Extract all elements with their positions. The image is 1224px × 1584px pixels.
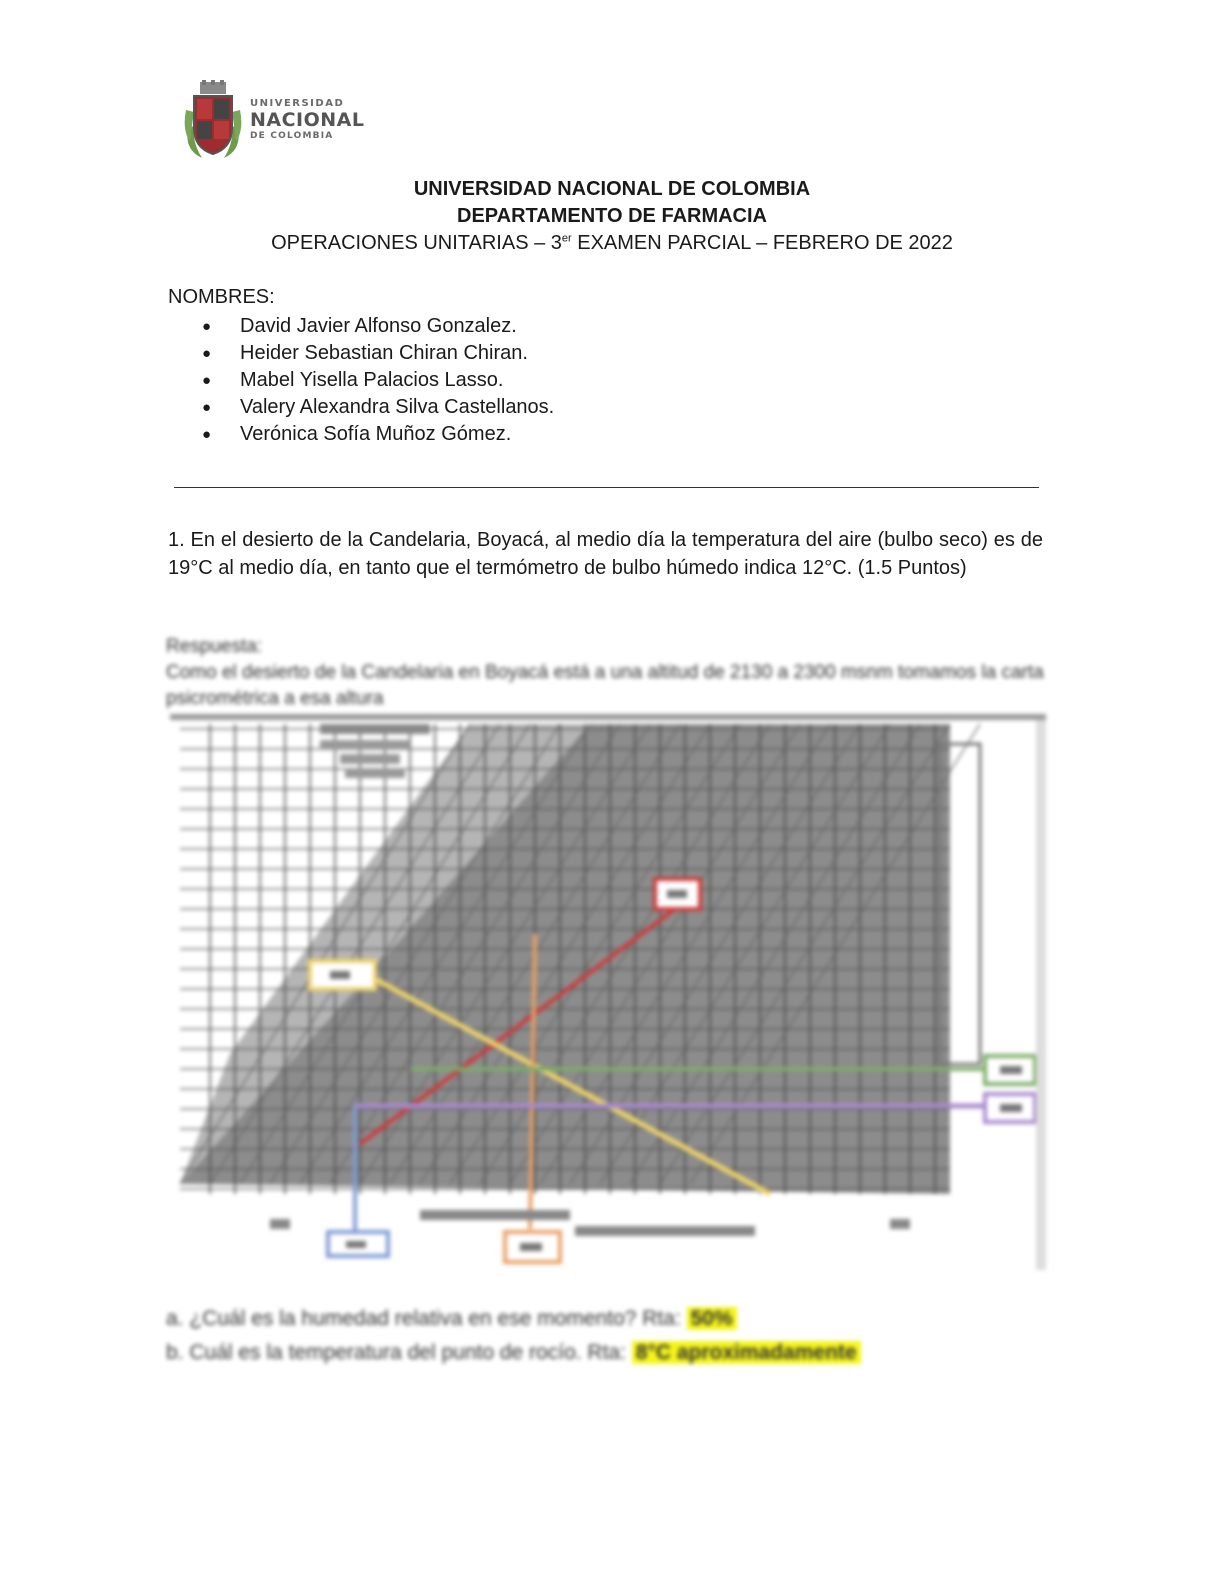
exam-title-sup: er — [561, 232, 572, 245]
response-label: Respuesta: — [166, 636, 263, 657]
psychrometric-chart-svg — [170, 714, 1046, 1270]
response-text: Como el desierto de la Candelaria en Boyacá está a una altitud de 2130 a 2300 msnm tomamos la carta psicrométrica a esa altura — [166, 662, 1044, 709]
answer-a — [166, 1302, 1046, 1336]
list-item: ● Valery Alexandra Silva Castellanos. — [168, 394, 554, 421]
exam-title-pre: OPERACIONES UNITARIAS – 3 — [271, 232, 562, 254]
logo-line-3: DE COLOMBIA — [250, 131, 334, 141]
question-1 — [168, 526, 1043, 600]
logo-text — [250, 98, 364, 141]
answer-b-value: 8°C aproximadamente — [632, 1341, 861, 1364]
answer-a-question: a. ¿Cuál es la humedad relativa en ese momento? Rta: — [166, 1307, 681, 1330]
names-list — [168, 313, 554, 448]
answer-a-value: 50% — [687, 1307, 737, 1330]
department-title: DEPARTAMENTO DE FARMACIA — [457, 205, 767, 227]
psychrometric-chart — [170, 714, 1046, 1270]
exam-title-post: EXAMEN PARCIAL – FEBRERO DE 2022 — [571, 232, 953, 254]
list-item: ● Verónica Sofía Muñoz Gómez. — [168, 421, 554, 448]
list-item: ● Mabel Yisella Palacios Lasso. — [168, 367, 554, 394]
university-title: UNIVERSIDAD NACIONAL DE COLOMBIA — [413, 178, 811, 200]
university-logo — [182, 80, 382, 162]
list-item: ● David Javier Alfonso Gonzalez. — [168, 313, 554, 340]
names-heading: NOMBRES: — [168, 286, 275, 308]
answer-b — [166, 1336, 1046, 1370]
question-1-text: 1. En el desierto de la Candelaria, Boyacá, al medio día la temperatura del aire (bulbo seco) es de 19°C al medio día, en tanto que el termómetro de bulbo húmedo indica 12°C. (1.5 Puntos) — [168, 529, 1043, 579]
question-1-clip — [168, 526, 1043, 600]
logo-line-1: UNIVERSIDAD — [250, 98, 345, 109]
answers-block — [166, 1302, 1046, 1370]
list-item: ● Heider Sebastian Chiran Chiran. — [168, 340, 554, 367]
exam-title — [0, 232, 1224, 255]
university-shield-icon — [182, 80, 244, 162]
horizontal-divider — [174, 487, 1039, 488]
answer-b-question: b. Cuál es la temperatura del punto de rocío. Rta: — [166, 1341, 626, 1364]
response-block — [166, 634, 1046, 712]
logo-line-2: NACIONAL — [250, 109, 365, 131]
